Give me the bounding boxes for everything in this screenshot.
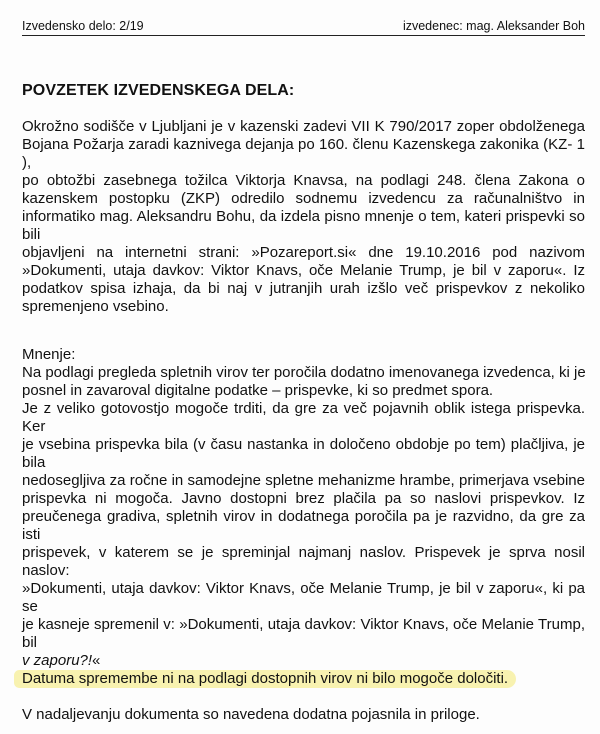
italic-title-end: v zaporu?!: [22, 652, 93, 669]
closing-sentence: V nadaljevanju dokumenta so navedena dodatna pojasnila in priloge.: [22, 706, 480, 723]
opinion-paragraph: [22, 364, 585, 670]
opinion-line: preučenega gradiva, spletnih virov in dodatnega poročila pa je razvidno, da gre za isti: [22, 508, 585, 543]
summary-line: spremenjeno vsebino.: [22, 298, 169, 315]
summary-line: objavljeni na internetni strani: »Pozareport.si« dne 19.10.2016 pod nazivom: [22, 244, 585, 261]
summary-line: po obtožbi zasebnega tožilca Viktorja Knavsa, na podlagi 248. člena Zakona o: [22, 172, 585, 189]
opinion-line: Na podlagi pregleda spletnih virov ter poročila dodatno imenovanega izvedenca, ki je: [22, 364, 586, 381]
summary-line: informatiko mag. Aleksandru Bohu, da izdela pisno mnenje o tem, kateri prispevki so bili: [22, 208, 585, 243]
opinion-line: posnel in zavaroval digitalne podatke – prispevke, ki so predmet spora.: [22, 382, 494, 399]
summary-line: kazenskem postopku (ZKP) odredilo sodnemu izvedencu za računalništvo in: [22, 190, 585, 207]
opinion-line: je vsebina prispevka bila (v času nastanka in določeno obdobje po tem) plačljiva, je bila: [22, 436, 585, 471]
summary-line: Bojana Požarja zaradi kaznivega dejanja po 160. členu Kazenskega zakonika (KZ- 1 ),: [22, 136, 585, 171]
opinion-line: prispevek, v katerem se je spreminjal najmanj naslov. Prispevek je sprva nosil naslov:: [22, 544, 585, 579]
opinion-heading: Mnenje:: [22, 346, 76, 363]
page-header: [22, 18, 585, 36]
highlighted-sentence: Datuma spremembe ni na podlagi dostopnih virov ni bilo mogoče določiti.: [22, 670, 509, 687]
summary-paragraph: [22, 118, 585, 316]
opinion-line: prispevka ni mogoča. Javno dostopni brez plačila pa so naslovi prispevkov. Iz: [22, 490, 585, 507]
opinion-line: Je z veliko gotovostjo mogoče trditi, da gre za več pojavnih oblik istega prispevka. Ker: [22, 400, 585, 435]
summary-line: podatkov spisa izhaja, da bi naj v jutranjih urah izšlo več prispevkov z nekoliko: [22, 280, 585, 297]
highlighter-mark: [14, 670, 516, 688]
opinion-line: nedosegljiva za ročne in samodejne spletne mehanizme hrambe, primerjava vsebine: [22, 472, 585, 489]
summary-line: Okrožno sodišče v Ljubljani je v kazenski zadevi VII K 790/2017 zoper obdolženega: [22, 118, 585, 135]
opinion-line: »Dokumenti, utaja davkov: Viktor Knavs, oče Melanie Trump, je bil v zaporu«, ki pa se: [22, 580, 585, 615]
section-title: POVZETEK IZVEDENSKEGA DELA:: [22, 82, 295, 99]
opinion-line: je kasneje spremenil v: »Dokumenti, utaja davkov: Viktor Knavs, oče Melanie Trump, bil: [22, 616, 585, 651]
opinion-line-final: [22, 652, 585, 670]
summary-line: »Dokumenti, utaja davkov: Viktor Knavs, oče Melanie Trump, je bil v zaporu«. Iz: [22, 262, 585, 279]
case-reference: Izvedensko delo: 2/19: [22, 19, 144, 33]
expert-name: izvedenec: mag. Aleksander Boh: [402, 19, 585, 33]
closing-quote: «: [92, 652, 101, 669]
